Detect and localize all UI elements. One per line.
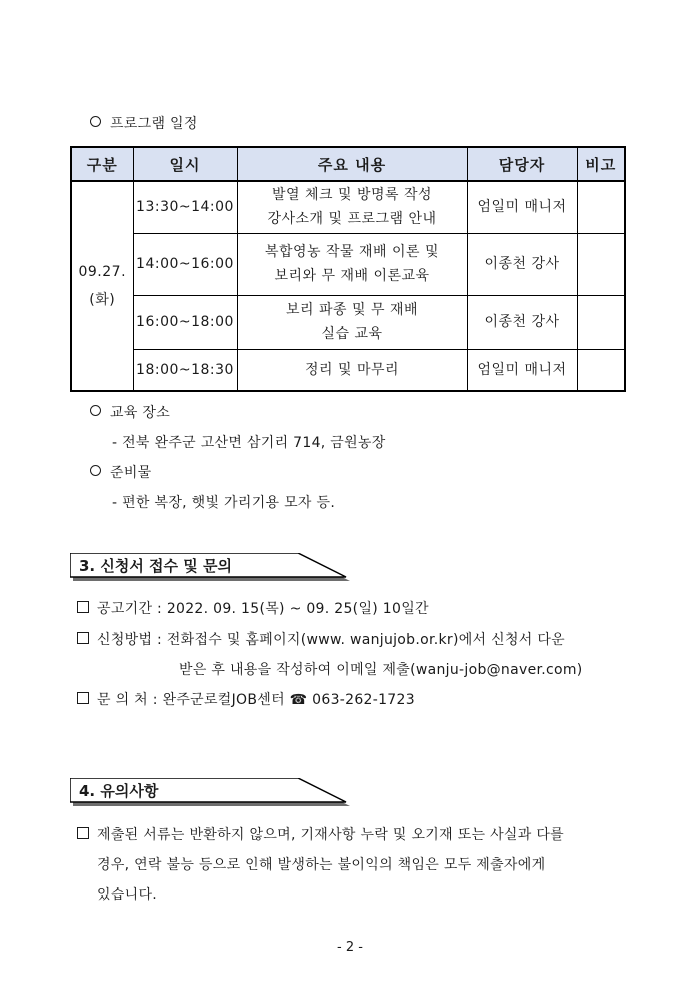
sec3-item-method	[77, 629, 565, 649]
content-cell	[237, 349, 467, 391]
program-heading-text: 프로그램 일정	[110, 116, 198, 132]
time-cell: 13:30~14:00	[133, 181, 237, 233]
sec3-item-contact	[77, 689, 415, 709]
table-row	[71, 349, 625, 391]
time-cell: 16:00~18:00	[133, 295, 237, 349]
venue-detail: - 전북 완주군 고산면 삼기리 714, 금원농장	[112, 435, 386, 451]
content-line2: 보리와 무 재배 이론교육	[274, 268, 430, 284]
sec4-notice-line2: 경우, 연락 불능 등으로 인해 발생하는 불이익의 책임은 모두 제출자에게	[97, 857, 546, 873]
sec3-item-period-text: 공고기간 : 2022. 09. 15(목) ~ 09. 25(일) 10일간	[97, 601, 429, 617]
note-cell	[577, 295, 625, 349]
venue-heading	[90, 402, 170, 422]
person-cell: 이종천 강사	[467, 233, 577, 295]
venue-heading-text: 교육 장소	[110, 405, 171, 421]
schedule-table	[70, 146, 626, 392]
circle-bullet-icon	[90, 116, 101, 127]
square-bullet-icon	[77, 632, 89, 644]
section3-header	[70, 553, 350, 581]
header-category: 구분	[71, 147, 133, 181]
time-cell: 18:00~18:30	[133, 349, 237, 391]
circle-bullet-icon	[90, 405, 101, 416]
header-note: 비고	[577, 147, 625, 181]
square-bullet-icon	[77, 692, 89, 704]
sec4-notice-line3: 있습니다.	[97, 887, 158, 903]
date-line2: (화)	[89, 292, 116, 308]
content-line1: 발열 체크 및 방명록 작성	[271, 187, 433, 204]
section4-header	[70, 778, 350, 806]
sec3-method-continuation: 받은 후 내용을 작성하여 이메일 제출(wanju-job@naver.com)	[179, 662, 583, 678]
supplies-heading	[90, 462, 151, 482]
content-cell	[237, 233, 467, 295]
note-cell	[577, 181, 625, 233]
content-line1: 복합영농 작물 재배 이론 및	[264, 244, 440, 260]
program-heading	[90, 113, 198, 133]
person-cell: 이종천 강사	[467, 295, 577, 349]
section3-title: 3. 신청서 접수 및 문의	[79, 557, 232, 575]
sec3-item-period	[77, 598, 429, 618]
content-line1: 정리 및 마무리	[304, 361, 400, 378]
header-person: 담당자	[467, 147, 577, 181]
content-line1: 보리 파종 및 무 재배	[286, 302, 418, 318]
circle-bullet-icon	[90, 465, 101, 476]
sec4-notice-line1-text: 제출된 서류는 반환하지 않으며, 기재사항 누락 및 오기재 또는 사실과 다를	[97, 827, 564, 843]
person-cell: 엄일미 매니저	[467, 349, 577, 391]
note-cell	[577, 233, 625, 295]
page-number: - 2 -	[337, 940, 363, 955]
supplies-detail: - 편한 복장, 햇빛 가리기용 모자 등.	[112, 495, 336, 511]
table-row	[71, 233, 625, 295]
content-cell	[237, 181, 467, 233]
square-bullet-icon	[77, 827, 89, 839]
person-cell: 엄일미 매니저	[467, 181, 577, 233]
date-line1: 09.27.	[78, 264, 127, 280]
section4-title: 4. 유의사항	[79, 782, 159, 800]
content-line2: 강사소개 및 프로그램 안내	[267, 211, 437, 228]
table-header-row	[71, 147, 625, 181]
date-cell	[71, 181, 133, 391]
supplies-heading-text: 준비물	[110, 465, 152, 481]
sec3-item-method-text: 신청방법 : 전화접수 및 홈페이지(www. wanjujob.or.kr)에서 신청서 다운	[97, 632, 565, 648]
table-row	[71, 181, 625, 233]
table-row	[71, 295, 625, 349]
time-cell: 14:00~16:00	[133, 233, 237, 295]
note-cell	[577, 349, 625, 391]
square-bullet-icon	[77, 601, 89, 613]
header-content: 주요 내용	[237, 147, 467, 181]
sec3-item-contact-text: 문 의 처 : 완주군로컬JOB센터 ☎ 063-262-1723	[97, 692, 415, 708]
content-cell	[237, 295, 467, 349]
content-line2: 실습 교육	[321, 326, 383, 342]
sec4-notice-line1	[77, 824, 564, 844]
header-datetime: 일시	[133, 147, 237, 181]
